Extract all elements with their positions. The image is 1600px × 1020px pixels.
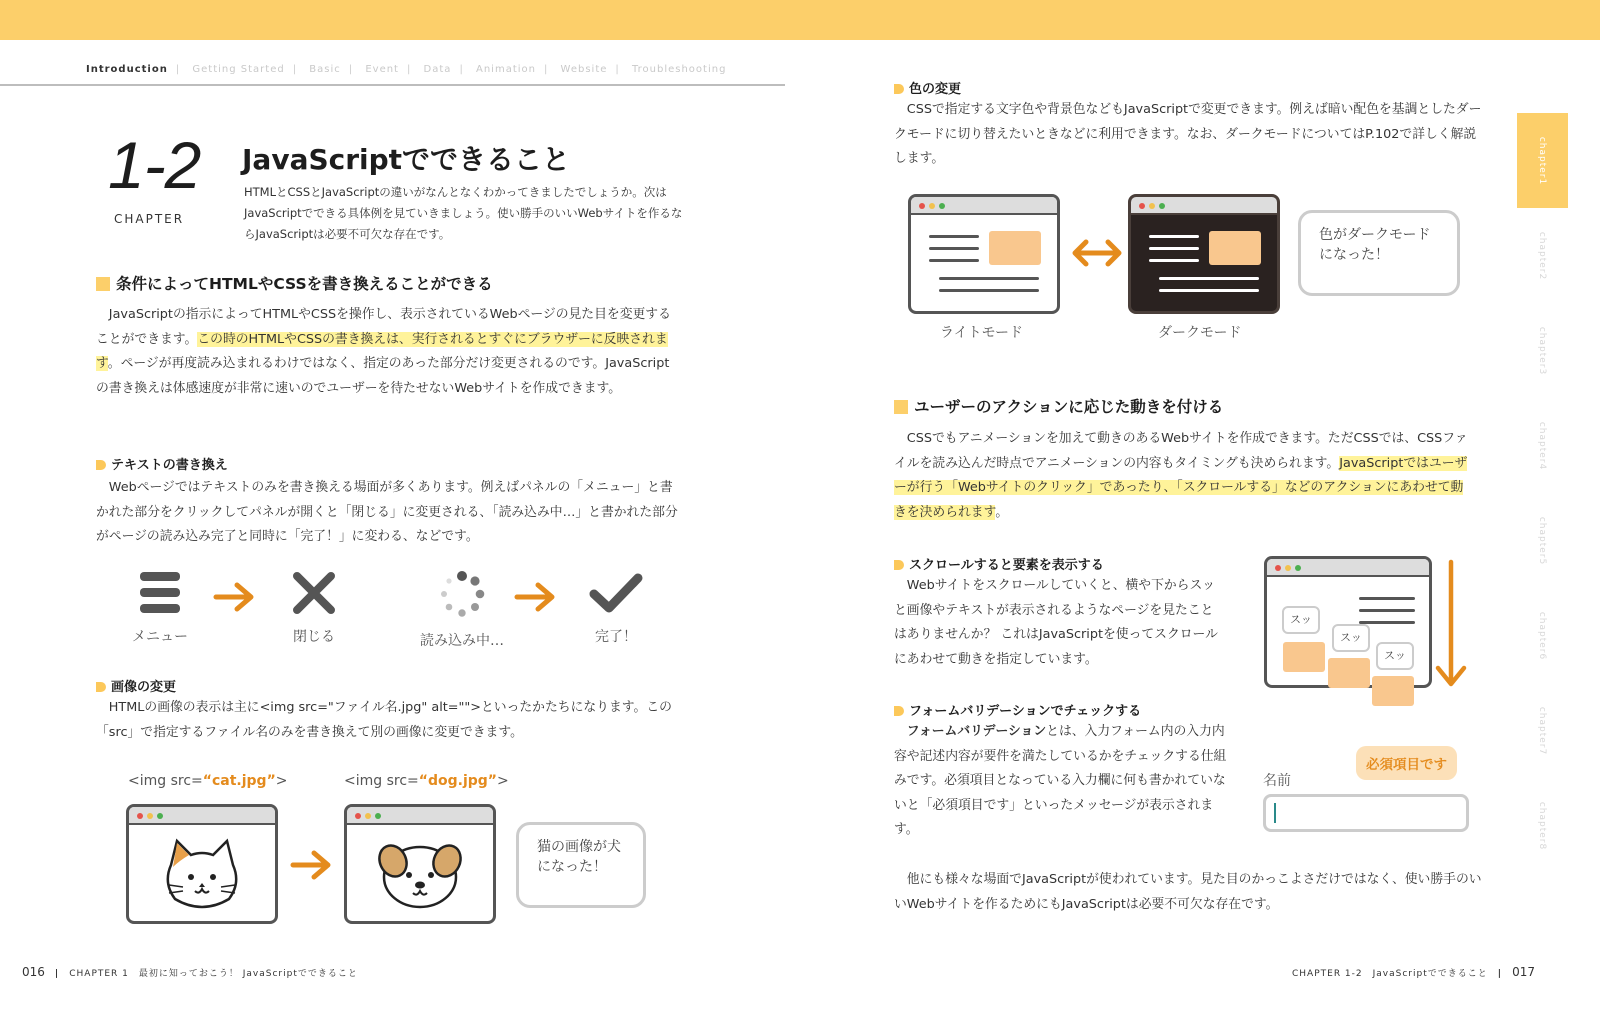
tab-chapter6[interactable]: chapter6 [1537, 611, 1548, 660]
chapter-tabs [1517, 113, 1568, 873]
scroll-tag-3: スッ [1376, 642, 1414, 670]
scroll-box-2 [1328, 658, 1370, 688]
chapter-number: 1-2 [108, 128, 201, 202]
checkmark-icon [574, 570, 658, 646]
loading-spinner-icon [412, 570, 512, 650]
subheading-form: フォームバリデーションでチェックする [894, 700, 1141, 719]
scroll-box-1 [1283, 642, 1325, 672]
page-title: JavaScriptでできること [242, 143, 571, 176]
section-body-rewrite: JavaScriptの指示によってHTMLやCSSを操作し、表示されているWebページの見た目を変更することができます。この時のHTMLやCSSの書き換えは、実行されるとすぐにブラウザーに反映されます。ページが再度読み込まれるわけではなく、指定のあった部分だけ変更されるのです。JavaScriptの書き換えは体感速度が非常に速いのでユーザーを待たせないWebサイトを作成できます。 [96, 307, 671, 396]
nav-item-troubleshooting[interactable]: Troubleshooting [631, 64, 727, 75]
section-heading-action: ユーザーのアクションに応じた動きを付ける [894, 395, 1223, 417]
arrow-right-icon [514, 580, 558, 614]
icon-label-close: 閉じる [293, 629, 335, 645]
arrow-right-icon [290, 848, 334, 882]
speech-bubble-color: 色がダークモードになった！ [1298, 210, 1460, 296]
name-input[interactable] [1263, 794, 1469, 832]
icon-label-loading: 読み込み中… [420, 633, 504, 649]
tab-chapter5[interactable]: chapter5 [1537, 516, 1548, 565]
dark-mode-label: ダークモード [1158, 325, 1242, 341]
tab-chapter4[interactable]: chapter4 [1537, 421, 1548, 470]
browser-window-dog [344, 804, 496, 924]
browser-window-light [908, 194, 1060, 314]
form-body: フォームバリデーションとは、入力フォーム内の入力内容や記述内容が要件を満たしているかをチェックする仕組みです。必須項目となっている入力欄に何も書かれていないと「必須項目です」といったメッセージが表示されます。 [894, 724, 1227, 837]
browser-window-dark [1128, 194, 1280, 314]
chapter-label: CHAPTER [114, 212, 185, 226]
highlight-text: この時のHTMLやCSSの書き換えは、実行されるとすぐにブラウザーに反映されます [96, 331, 668, 371]
arrow-right-icon [213, 580, 257, 614]
speech-bubble-image: 猫の画像が犬になった！ [516, 822, 646, 908]
nav-item-getting-started[interactable]: Getting Started [192, 64, 285, 75]
tab-chapter3[interactable]: chapter3 [1537, 326, 1548, 375]
lead-text: HTMLとCSSとJavaScriptの違いがなんとなくわかってきましたでしょうか。次はJavaScriptでできる具体例を見ていきましょう。使い勝手のいいWebサイトを作るならJavaScriptは必要不可欠な存在です。 [244, 185, 683, 241]
tab-chapter8[interactable]: chapter8 [1537, 801, 1548, 850]
footer-right: CHAPTER 1-2 JavaScriptでできること | 017 [1292, 965, 1535, 979]
section-heading-rewrite: 条件によってHTMLやCSSを書き換えることができる [96, 272, 493, 294]
browser-window-cat [126, 804, 278, 924]
arrow-down-icon [1434, 558, 1468, 690]
cat-illustration [129, 825, 275, 921]
nav-item-introduction[interactable]: Introduction [86, 64, 168, 75]
color-change-body: CSSで指定する文字色や背景色などもJavaScriptで変更できます。例えば暗い配色を基調としたダークモードに切り替えたいときなどに利用できます。なお、ダークモードについてはP.102で詳しく解説します。 [894, 102, 1482, 166]
right-page [800, 40, 1600, 1020]
tab-chapter7[interactable]: chapter7 [1537, 706, 1548, 755]
highlight-text: JavaScriptではユーザーが行う「Webサイトのクリック」であったり、「スクロールする」などのアクションにあわせて動きを決められます [894, 455, 1468, 520]
tab-chapter2[interactable]: chapter2 [1537, 231, 1548, 280]
light-mode-label: ライトモード [940, 325, 1024, 341]
nav-item-basic[interactable]: Basic [309, 64, 341, 75]
nav-item-animation[interactable]: Animation [476, 64, 536, 75]
code-caption-dog: <img src=“dog.jpg”> [344, 773, 509, 789]
subheading-text-change: テキストの書き換え [96, 454, 228, 473]
subheading-scroll: スクロールすると要素を表示する [894, 554, 1104, 573]
image-change-body: HTMLの画像の表示は主に<img src="ファイル名.jpg" alt="">といったかたちになります。この「src」で指定するファイル名のみを書き換えて別の画像に変更できます。 [96, 700, 672, 740]
code-caption-cat: <img src=“cat.jpg”> [128, 773, 288, 789]
scroll-tag-2: スッ [1332, 624, 1370, 652]
chapter-nav: Introduction | Getting Started | Basic | Event | Data | Animation | Website | Troubleshooting [86, 64, 727, 75]
double-arrow-icon [1070, 236, 1124, 270]
top-color-band [0, 0, 1600, 40]
tab-chapter1[interactable]: chapter1 [1517, 113, 1568, 208]
name-field-label: 名前 [1263, 773, 1291, 789]
footer-left: 016 | CHAPTER 1 最初に知っておこう！ JavaScriptでできること [22, 965, 358, 979]
dog-illustration [347, 825, 493, 921]
close-icon [272, 570, 356, 646]
page-number-right: 017 [1512, 965, 1535, 979]
required-message: 必須項目です [1356, 746, 1457, 780]
section-body-action: CSSでもアニメーションを加えて動きのあるWebサイトを作成できます。ただCSSでは、CSSファイルを読み込んだ時点でアニメーションの内容もタイミングも決められます。JavaScriptではユーザーが行う「Webサイトのクリック」であったり、「スクロールする」などのアクションにあわせて動きを決められます。 [894, 431, 1468, 520]
scroll-tag-1: スッ [1282, 606, 1320, 634]
subheading-image-change: 画像の変更 [96, 676, 176, 695]
nav-divider [0, 84, 785, 86]
closing-body: 他にも様々な場面でJavaScriptが使われています。見た目のかっこよさだけではなく、使い勝手のいいWebサイトを作るためにもJavaScriptは必要不可欠な存在です。 [894, 872, 1482, 912]
scroll-body: Webサイトをスクロールしていくと、横や下からスッと画像やテキストが表示されるようなページを見たことはありませんか？ これはJavaScriptを使ってスクロールにあわせて動きを指定しています。 [894, 578, 1218, 667]
page-number-left: 016 [22, 965, 45, 979]
icon-label-done: 完了！ [595, 629, 637, 645]
left-page [0, 40, 800, 1020]
icon-label-menu: メニュー [132, 629, 188, 645]
text-caret [1274, 803, 1276, 823]
text-change-body: Webページではテキストのみを書き換える場面が多くあります。例えばパネルの「メニュー」と書かれた部分をクリックしてパネルが開くと「閉じる」に変更される、「読み込み中…」と書かれた部分がページの読み込み完了と同時に「完了！」に変わる、などです。 [96, 480, 678, 544]
nav-item-data[interactable]: Data [423, 64, 452, 75]
nav-item-website[interactable]: Website [560, 64, 608, 75]
subheading-color-change: 色の変更 [894, 78, 961, 97]
hamburger-icon [118, 570, 202, 646]
nav-item-event[interactable]: Event [365, 64, 399, 75]
scroll-box-3 [1372, 676, 1414, 706]
